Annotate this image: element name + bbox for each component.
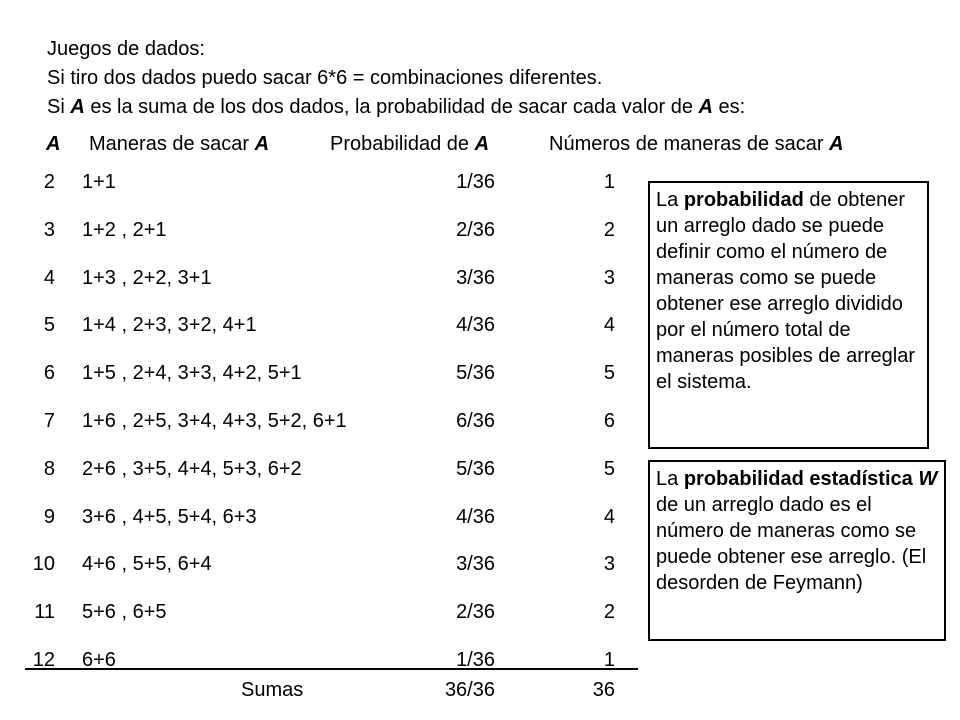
table-row xyxy=(0,362,640,392)
probability-definition-box: La probabilidad de obtener un arreglo dado se puede definir como el número de maneras como se puede obtener ese arreglo dividido por el número total de maneras posibles de arreglar el sistema. xyxy=(648,181,929,449)
ways-cell: 1+5 , 2+4, 3+3, 4+2, 5+1 xyxy=(82,362,302,385)
count-cell: 5 xyxy=(603,362,615,385)
ways-cell: 2+6 , 3+5, 4+4, 5+3, 6+2 xyxy=(82,457,302,480)
table-row xyxy=(0,553,640,583)
probability-cell: 5/36 xyxy=(456,457,495,480)
ways-cell: 1+2 , 2+1 xyxy=(82,218,167,241)
ways-cell: 1+6 , 2+5, 3+4, 4+3, 5+2, 6+1 xyxy=(82,410,347,432)
statistical-probability-box: La probabilidad estadística W de un arreglo dado es el número de maneras como se puede obtener ese arreglo. (El desorden de Feymann) xyxy=(648,460,946,641)
sums-count: 36 xyxy=(592,679,615,701)
sum-value: 3 xyxy=(43,218,55,241)
count-cell: 4 xyxy=(603,314,615,337)
ways-cell: 1+4 , 2+3, 3+2, 4+1 xyxy=(82,314,257,337)
probability-cell: 3/36 xyxy=(456,266,495,289)
table-row xyxy=(0,410,640,440)
intro-var-a: A xyxy=(70,96,85,118)
table-row xyxy=(0,649,640,679)
ways-cell: 1+3 , 2+2, 3+1 xyxy=(82,266,212,289)
table-row xyxy=(0,219,640,249)
count-cell: 6 xyxy=(603,410,615,432)
sum-value: 7 xyxy=(43,410,55,432)
intro-line-2: Si tiro dos dados puedo sacar 6*6 = combinaciones diferentes. xyxy=(47,67,603,89)
ways-cell: 4+6 , 5+5, 6+4 xyxy=(82,553,212,576)
intro-line-1: Juegos de dados: xyxy=(47,38,205,60)
probability-cell: 4/36 xyxy=(456,505,495,528)
count-cell: 1 xyxy=(603,649,615,671)
sum-value: 11 xyxy=(34,601,55,624)
sums-probability: 36/36 xyxy=(444,679,495,701)
header-probability: Probabilidad de A xyxy=(330,133,490,155)
intro-line-3-post: es: xyxy=(712,96,746,118)
sum-value: 4 xyxy=(43,266,55,289)
table-row xyxy=(0,458,640,488)
probability-cell: 2/36 xyxy=(456,601,495,624)
sum-value: 10 xyxy=(32,553,55,576)
table-row xyxy=(0,314,640,344)
count-cell: 1 xyxy=(603,171,615,193)
probability-cell: 1/36 xyxy=(456,171,495,193)
sums-label: Sumas xyxy=(241,679,304,701)
probability-cell: 3/36 xyxy=(456,553,495,576)
count-cell: 4 xyxy=(603,505,615,528)
probability-cell: 2/36 xyxy=(456,218,495,241)
sum-value: 12 xyxy=(32,649,55,671)
probability-cell: 5/36 xyxy=(456,362,495,385)
sum-value: 5 xyxy=(43,314,55,337)
intro-var-a-2: A xyxy=(698,96,713,118)
sum-value: 9 xyxy=(43,505,55,528)
count-cell: 5 xyxy=(603,457,615,480)
ways-cell: 1+1 xyxy=(82,171,116,193)
count-cell: 3 xyxy=(603,266,615,289)
table-row xyxy=(0,506,640,536)
table-row xyxy=(0,601,640,631)
table-row xyxy=(0,267,640,297)
sum-value: 6 xyxy=(43,362,55,385)
count-cell: 3 xyxy=(603,553,615,576)
intro-text xyxy=(47,35,745,122)
ways-cell: 6+6 xyxy=(82,649,116,671)
probability-cell: 6/36 xyxy=(456,410,495,432)
header-ways: Maneras de sacar A xyxy=(89,133,270,155)
sum-value: 8 xyxy=(43,457,55,480)
header-count: Números de maneras de sacar A xyxy=(549,133,844,155)
header-a: A xyxy=(46,133,61,155)
intro-line-3 xyxy=(47,93,745,122)
intro-line-3-pre: Si xyxy=(47,96,71,118)
intro-line-3-mid: es la suma de los dos dados, la probabilidad de sacar cada valor de xyxy=(84,96,699,118)
ways-cell: 5+6 , 6+5 xyxy=(82,601,167,624)
count-cell: 2 xyxy=(603,218,615,241)
table-row xyxy=(0,171,640,201)
count-cell: 2 xyxy=(603,601,615,624)
probability-cell: 4/36 xyxy=(456,314,495,337)
sum-value: 2 xyxy=(43,171,55,193)
sum-divider xyxy=(25,668,638,670)
ways-cell: 3+6 , 4+5, 5+4, 6+3 xyxy=(82,505,257,528)
probability-cell: 1/36 xyxy=(456,649,495,671)
